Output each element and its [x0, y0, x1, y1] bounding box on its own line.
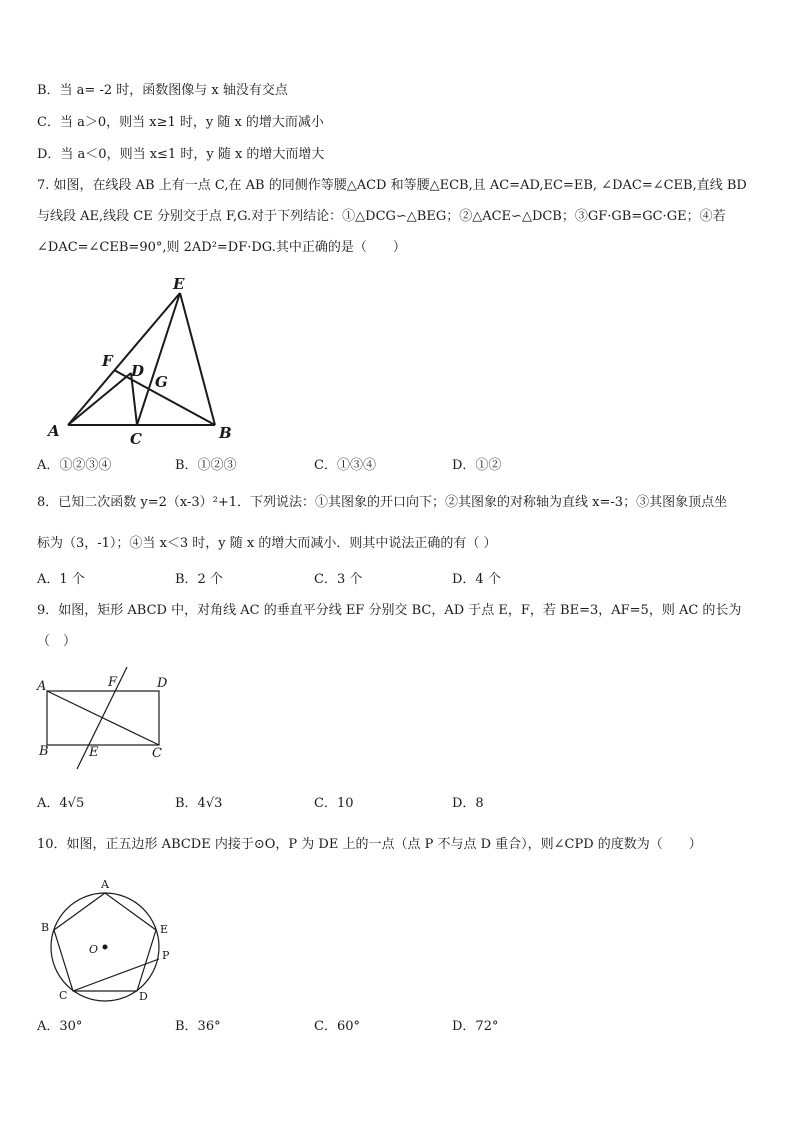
q7-label-b: B: [219, 424, 232, 442]
q7-option-b: B．①②③: [175, 458, 237, 473]
q9-stem-line2: （ ）: [37, 634, 77, 649]
q6-option-c: C．当 a＞0，则当 x≥1 时，y 随 x 的增大而减小: [37, 115, 324, 130]
q7-label-c: C: [130, 430, 142, 448]
q9-label-c: C: [152, 746, 162, 761]
q9-label-e: E: [89, 745, 99, 760]
q7-option-a: A．①②③④: [37, 458, 112, 473]
q10-figure: [35, 873, 185, 1008]
q9-label-d: D: [157, 676, 168, 691]
q7-label-f: F: [102, 352, 113, 370]
q8-stem-line2: 标为（3，-1）；④当 x＜3 时，y 随 x 的增大而减小．则其中说法正确的有（ ）: [37, 536, 497, 551]
q10-label-o: O: [89, 943, 99, 956]
q9-option-b: B．4√3: [175, 796, 223, 811]
q10-center-dot: [103, 945, 108, 950]
q7-option-c: C．①③④: [314, 458, 376, 473]
q7-stem-line3: ∠DAC=∠CEB=90°,则 2AD²=DF·DG.其中正确的是（ ）: [37, 240, 406, 255]
q7-label-d: D: [131, 362, 145, 380]
q10-option-b: B．36°: [175, 1019, 221, 1034]
q7-label-e: E: [173, 275, 185, 293]
q8-option-a: A．1 个: [37, 572, 85, 587]
q9-option-d: D．8: [452, 796, 484, 811]
q10-label-d: D: [139, 990, 148, 1003]
q9-label-b: B: [39, 744, 49, 759]
q8-option-b: B．2 个: [175, 572, 223, 587]
q9-option-a: A．4√5: [37, 796, 85, 811]
q10-option-c: C．60°: [314, 1019, 360, 1034]
q7-label-a: A: [48, 422, 60, 440]
q10-label-c: C: [59, 989, 68, 1002]
q7-figure: [40, 272, 240, 452]
q9-label-f: F: [108, 675, 118, 690]
q7-label-g: G: [155, 373, 168, 391]
q8-option-c: C．3 个: [314, 572, 363, 587]
q10-stem-line1: 10．如图，正五边形 ABCDE 内接于⊙O，P 为 DE 上的一点（点 P 不与点 D 重合），则∠CPD 的度数为（ ）: [37, 837, 702, 852]
q7-stem-line2: 与线段 AE,线段 CE 分别交于点 F,G.对于下列结论：①△DCG∽△BEG；②△ACE∽△DCB；③GF·GB=GC·GE；④若: [37, 209, 726, 224]
q9-figure: [30, 665, 190, 775]
q10-label-p: P: [162, 949, 170, 962]
q8-stem-line1: 8．已知二次函数 y=2（x-3）²+1．下列说法：①其图象的开口向下；②其图象的对称轴为直线 x=-3；③其图象顶点坐: [37, 495, 728, 510]
q7-option-d: D．①②: [452, 458, 502, 473]
q6-option-b: B．当 a= -2 时，函数图像与 x 轴没有交点: [37, 83, 288, 98]
q10-label-e: E: [160, 923, 169, 936]
q7-stem-line1: 7. 如图，在线段 AB 上有一点 C,在 AB 的同侧作等腰△ACD 和等腰△ECB,且 AC=AD,EC=EB, ∠DAC=∠CEB,直线 BD: [37, 178, 747, 193]
q8-option-d: D．4 个: [452, 572, 501, 587]
q9-label-a: A: [37, 679, 47, 694]
q10-option-d: D．72°: [452, 1019, 499, 1034]
q10-label-a: A: [101, 878, 109, 891]
q9-stem-line1: 9．如图，矩形 ABCD 中，对角线 AC 的垂直平分线 EF 分别交 BC，AD 于点 E，F，若 BE=3，AF=5，则 AC 的长为: [37, 603, 742, 618]
q6-option-d: D．当 a＜0，则当 x≤1 时，y 随 x 的增大而增大: [37, 147, 325, 162]
q10-option-a: A．30°: [37, 1019, 83, 1034]
q10-label-b: B: [41, 921, 50, 934]
q9-option-c: C．10: [314, 796, 354, 811]
